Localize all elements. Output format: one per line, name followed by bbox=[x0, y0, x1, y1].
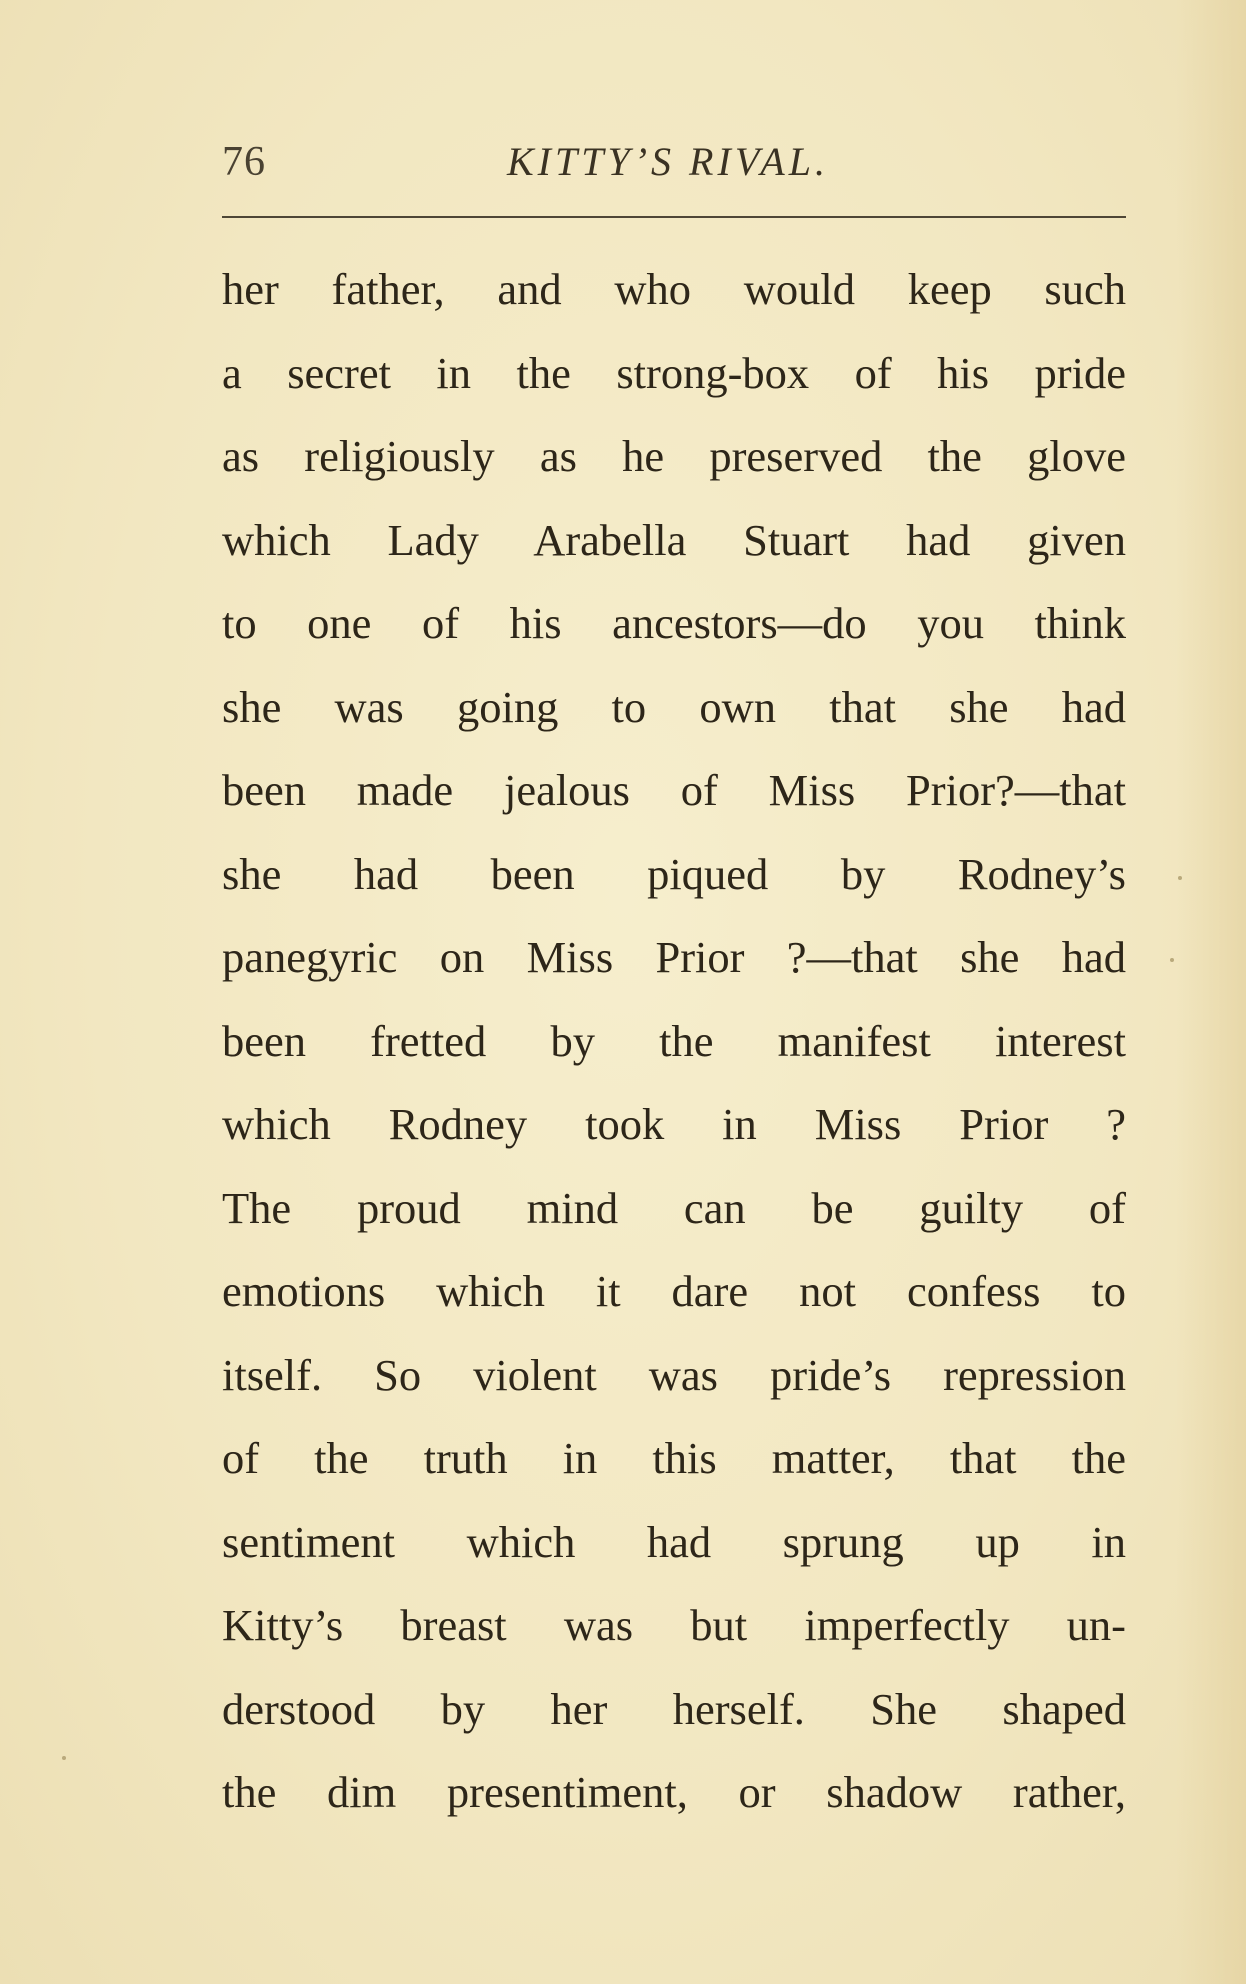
text-line: sentiment which had sprung up in bbox=[222, 1516, 1126, 1567]
header-rule bbox=[222, 216, 1126, 218]
text-line: her father, and who would keep such bbox=[222, 264, 1126, 314]
paper-speck bbox=[1170, 958, 1174, 962]
text-line: the dim presentiment, or shadow rather, bbox=[222, 1767, 1126, 1817]
page-number: 76 bbox=[222, 139, 266, 185]
text-line: as religiously as he preserved the glove bbox=[222, 431, 1126, 481]
text-line: she had been piqued by Rodney’s bbox=[222, 848, 1126, 899]
body-text bbox=[222, 248, 1126, 1835]
text-line: to one of his ancestors—do you think bbox=[222, 598, 1126, 648]
paper-speck bbox=[1178, 876, 1182, 880]
running-title: KITTY’S RIVAL. bbox=[507, 139, 829, 184]
text-line: itself. So violent was pride’s repression bbox=[222, 1349, 1126, 1400]
text-line: been made jealous of Miss Prior?—that bbox=[222, 765, 1126, 815]
text-line: emotions which it dare not confess to bbox=[222, 1266, 1126, 1316]
text-line: The proud mind can be guilty of bbox=[222, 1182, 1126, 1233]
text-line: derstood by her herself. She shaped bbox=[222, 1683, 1126, 1734]
text-line: she was going to own that she had bbox=[222, 681, 1126, 732]
paper-speck bbox=[62, 1756, 66, 1760]
text-line: which Rodney took in Miss Prior ? bbox=[222, 1099, 1126, 1149]
text-line: which Lady Arabella Stuart had given bbox=[222, 514, 1126, 565]
text-line: Kitty’s breast was but imperfectly un- bbox=[222, 1600, 1126, 1650]
text-line: panegyric on Miss Prior ?—that she had bbox=[222, 932, 1126, 982]
page-header bbox=[222, 138, 1126, 188]
text-line: a secret in the strong-box of his pride bbox=[222, 347, 1126, 398]
text-line: of the truth in this matter, that the bbox=[222, 1433, 1126, 1483]
page-edge-shading bbox=[1176, 0, 1246, 1984]
text-line: been fretted by the manifest interest bbox=[222, 1015, 1126, 1066]
